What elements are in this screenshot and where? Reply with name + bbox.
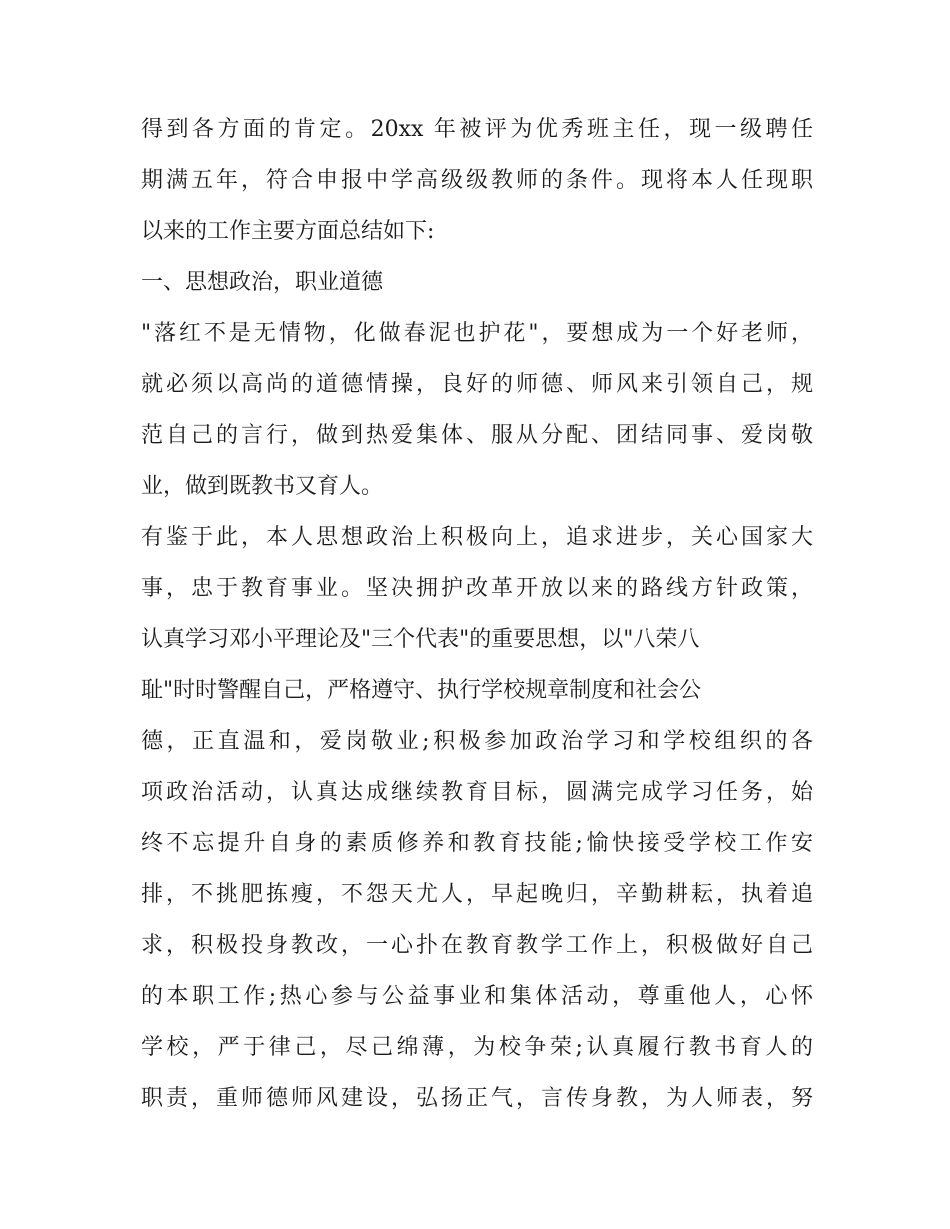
text-line: 期满五年，符合申报中学高级级教师的条件。现将本人任现职 xyxy=(141,168,813,193)
text-line: 事，忠于教育事业。坚决拥护改革开放以来的路线方针政策， xyxy=(141,576,813,601)
document-body xyxy=(141,104,813,1124)
text-line: 有鉴于此，本人思想政治上积极向上，追求进步，关心国家大 xyxy=(141,525,813,550)
text-line: 认真学习邓小平理论及"三个代表"的重要思想，以"八荣八 xyxy=(141,627,700,652)
text-line: 以来的工作主要方面总结如下: xyxy=(141,219,435,244)
text-line: 业，做到既教书又育人。 xyxy=(141,474,384,499)
text-line: 学校，严于律己，尽己绵薄，为校争荣;认真履行教书育人的 xyxy=(141,1035,813,1060)
text-line: 得到各方面的肯定。20xx 年被评为优秀班主任，现一级聘任 xyxy=(141,117,813,142)
text-line: 排，不挑肥拣瘦，不怨天尤人，早起晚归，辛勤耕耘，执着追 xyxy=(141,882,813,907)
text-line: 项政治活动，认真达成继续教育目标，圆满完成学习任务，始 xyxy=(141,780,813,805)
text-line: 范自己的言行，做到热爱集体、服从分配、团结同事、爱岗敬 xyxy=(141,423,813,448)
text-line: 的本职工作;热心参与公益事业和集体活动，尊重他人，心怀 xyxy=(141,984,813,1009)
text-line: 耻"时时警醒自己，严格遵守、执行学校规章制度和社会公 xyxy=(141,678,702,703)
text-line: "落红不是无情物，化做春泥也护花"，要想成为一个好老师， xyxy=(141,321,813,346)
text-line: 就必须以高尚的道德情操，良好的师德、师风来引领自己，规 xyxy=(141,372,813,397)
text-line: 一、思想政治，职业道德 xyxy=(141,270,384,295)
text-line: 求，积极投身教改，一心扑在教育教学工作上，积极做好自己 xyxy=(141,933,813,958)
text-line: 德，正直温和，爱岗敬业;积极参加政治学习和学校组织的各 xyxy=(141,729,813,754)
text-line: 职责，重师德师风建设，弘扬正气，言传身教，为人师表，努 xyxy=(141,1086,813,1111)
text-line: 终不忘提升自身的素质修养和教育技能;愉快接受学校工作安 xyxy=(141,831,813,856)
